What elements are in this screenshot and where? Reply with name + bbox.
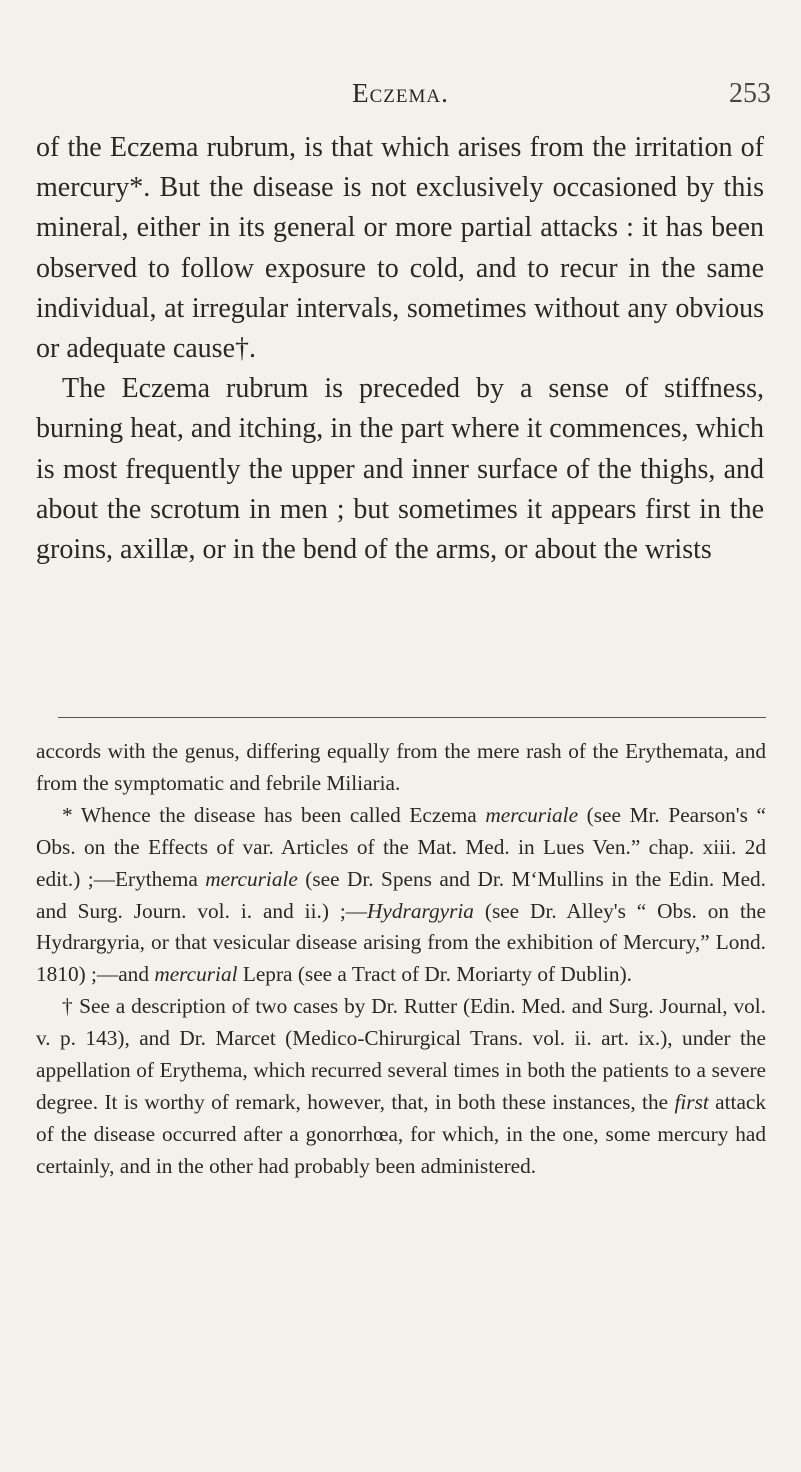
main-text — [36, 128, 764, 570]
footnotes — [36, 736, 766, 1183]
footnote-text: (see Dr. Alley's “ Obs. on the Hydrargyria, or that vesicular disease arising from the exhibition of Mercury,” Lond. 1810) ;—and — [36, 898, 766, 987]
paragraph-continuation: of the Eczema rubrum, is that which arises from the irritation of mercury*. But the disease is not exclusively occasioned by this mineral, either in its general or more partial attacks : it has been observed to follow exposure to cold, and to recur in the same individual, at irregular intervals, sometimes without any obvious or adequate cause†. — [36, 132, 764, 365]
footnote-continuation: accords with the genus, differing equally from the mere rash of the Erythemata, and from the symptomatic and febrile Miliaria. — [36, 739, 766, 795]
footnote-asterisk — [36, 800, 766, 991]
page-number: 253 — [729, 78, 771, 109]
footnote-italic-term: mercuriale — [205, 866, 298, 891]
footnote-italic-term: mercuriale — [485, 802, 579, 827]
footnote-text: * Whence the disease has been called Eczema — [62, 802, 486, 827]
footnote-divider — [58, 717, 766, 718]
footnote-italic-term: Hydrargyria — [367, 898, 474, 923]
page-header — [0, 72, 801, 116]
footnote-italic-term: first — [674, 1089, 709, 1114]
footnote-dagger — [36, 991, 766, 1182]
running-head: Eczema. — [352, 78, 449, 108]
footnote-text: attack of the disease occurred after a gonorrhœa, for which, in the one, some mercury had certainly, and in the other had probably been administered. — [36, 1089, 766, 1178]
footnote-text: (see Dr. Spens and Dr. M‘Mullins in the Edin. Med. and Surg. Journ. vol. i. and ii.) ;— — [36, 866, 767, 923]
footnote-text: † See a description of two cases by Dr. Rutter (Edin. Med. and Surg. Journal, vol. v. p. 143), and Dr. Marcet (Medico-Chirurgical Trans. vol. ii. art. ix.), under the appellation of Erythema, which recurred several times in both the patients to a severe degree. It is worthy of remark, however, that, in both these instances, the — [36, 994, 766, 1114]
footnote-text: Lepra (see a Tract of Dr. Moriarty of Dublin). — [237, 962, 632, 987]
footnote-italic-term: mercurial — [154, 962, 238, 987]
footnote-text: (see Mr. Pearson's “ Obs. on the Effects of var. Articles of the Mat. Med. in Lues Ven.” chap. xiii. 2d edit.) ;—Erythema — [36, 802, 767, 891]
paragraph-eczema-rubrum: The Eczema rubrum is preceded by a sense of stiffness, burning heat, and itching, in the part where it commences, which is most frequently the upper and inner surface of the thighs, and about the scrotum in men ; but sometimes it appears first in the groins, axillæ, or in the bend of the arms, or about the wrists — [36, 373, 764, 566]
